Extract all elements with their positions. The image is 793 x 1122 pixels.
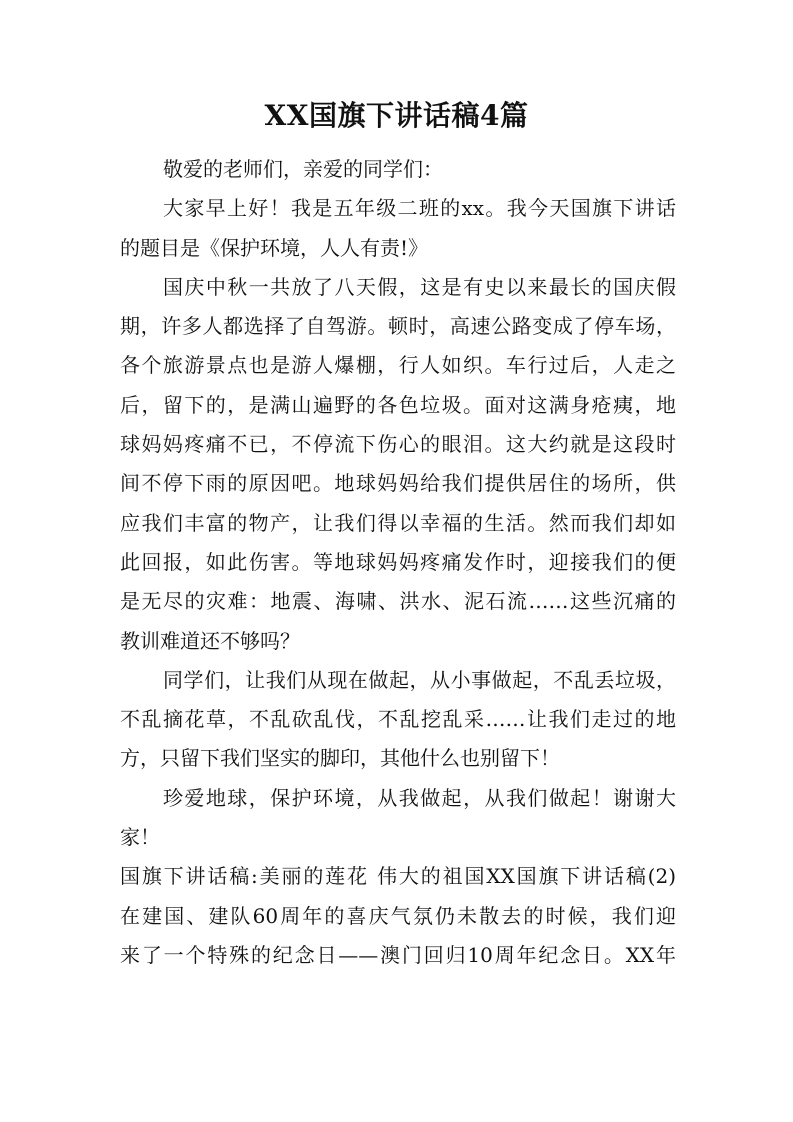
paragraph-line: 不乱摘花草，不乱砍乱伐，不乱挖乱采……让我们走过的地 bbox=[120, 707, 676, 732]
paragraph-line: 敬爱的老师们，亲爱的同学们： bbox=[163, 157, 443, 181]
paragraph-line: 球妈妈疼痛不已，不停流下伤心的眼泪。这大约就是这段时 bbox=[120, 432, 676, 457]
paragraph-line: 期，许多人都选择了自驾游。顿时，高速公路变成了停车场， bbox=[120, 314, 676, 339]
paragraph-line: 来了一个特殊的纪念日——澳门回归10周年纪念日。XX年 bbox=[120, 942, 676, 967]
paragraph-line: 家！ bbox=[120, 825, 160, 850]
paragraph-line: 此回报，如此伤害。等地球妈妈疼痛发作时，迎接我们的便 bbox=[120, 549, 676, 574]
paragraph-line: 的题目是《保护环境，人人有责!》 bbox=[120, 235, 429, 260]
paragraph-line: 珍爱地球，保护环境，从我做起，从我们做起！谢谢大 bbox=[163, 785, 676, 810]
paragraph-line: 是无尽的灾难：地震、海啸、洪水、泥石流……这些沉痛的 bbox=[120, 589, 676, 614]
paragraph-line: 间不停下雨的原因吧。地球妈妈给我们提供居住的场所，供 bbox=[120, 471, 676, 496]
paragraph-line: 后，留下的，是满山遍野的各色垃圾。面对这满身疮痍，地 bbox=[120, 392, 676, 417]
paragraph-line: 教训难道还不够吗？ bbox=[120, 628, 300, 653]
paragraph-line: 各个旅游景点也是游人爆棚，行人如织。车行过后，人走之 bbox=[120, 353, 676, 378]
paragraph-line: 应我们丰富的物产，让我们得以幸福的生活。然而我们却如 bbox=[120, 510, 676, 535]
paragraph-line: 大家早上好！我是五年级二班的xx。我今天国旗下讲话 bbox=[163, 196, 676, 221]
paragraph-line: 方，只留下我们坚实的脚印，其他什么也别留下！ bbox=[120, 746, 560, 771]
paragraph-line: 在建国、建队60周年的喜庆气氛仍未散去的时候，我们迎 bbox=[120, 903, 676, 928]
paragraph-line: 国庆中秋一共放了八天假，这是有史以来最长的国庆假 bbox=[163, 274, 676, 299]
section-heading-line: 国旗下讲话稿:美丽的莲花 伟大的祖国XX国旗下讲话稿(2) bbox=[120, 864, 676, 889]
document-body bbox=[120, 150, 676, 975]
paragraph-line: 同学们，让我们从现在做起，从小事做起，不乱丢垃圾， bbox=[163, 667, 676, 692]
document-title: XX国旗下讲话稿4篇 bbox=[264, 99, 529, 132]
